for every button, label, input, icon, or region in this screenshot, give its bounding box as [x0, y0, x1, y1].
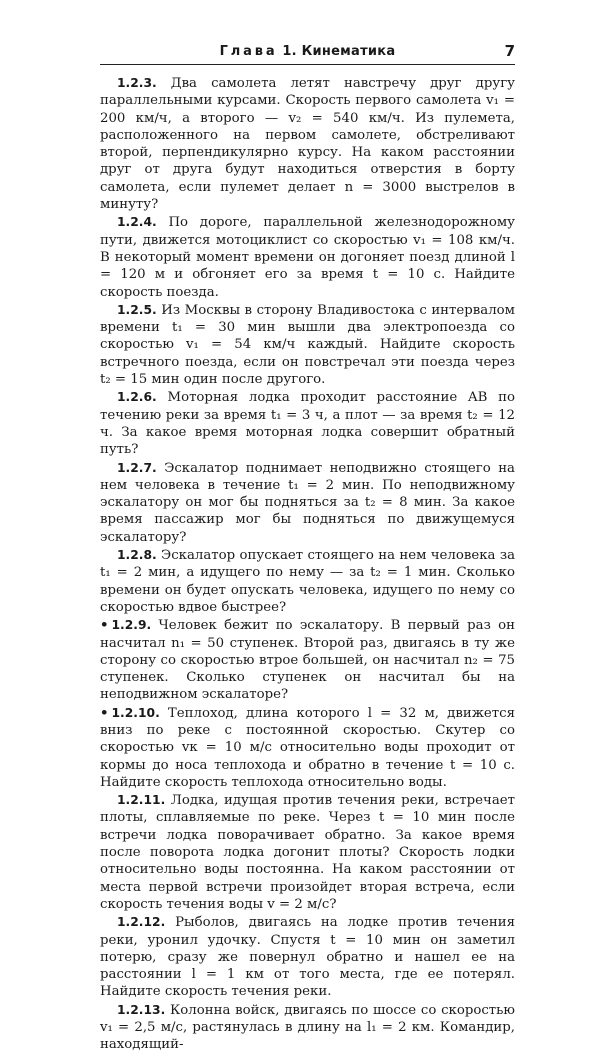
problem-1-2-3 — [100, 75, 515, 213]
problem-1-2-12 — [100, 914, 515, 1000]
problem-1-2-9 — [100, 617, 515, 703]
problem-text: Колонна войск, двигаясь по шоссе со скоростью v₁ = 2,5 м/с, растянулась в длину на l₁ = 2 км. Командир, находящий- — [100, 1002, 515, 1053]
problem-number: 1.2.6. — [117, 390, 157, 405]
problem-text: Эскалатор опускает стоящего на нем человека за t₁ = 2 мин, а идущего по нему — за t₂ = 1 мин. Сколько времени он будет опускать человека, идущего по нему со скоростью вдвое быстрее? — [100, 548, 516, 615]
problem-number: 1.2.3. — [117, 76, 157, 90]
chapter-header — [220, 44, 396, 59]
problem-number: 1.2.9. — [111, 618, 152, 633]
problem-1-2-4 — [100, 214, 515, 300]
problem-text: Моторная лодка проходит расстояние AB по течению реки за время t₁ = 3 ч, а плот — за время t₂ = 12 ч. За какое время моторная лодка совершит обратный путь? — [100, 390, 515, 458]
problem-text: Теплоход, длина которого l = 32 м, движется вниз по реке с постоянной скоростью. Скутер со скоростью vк = 10 м/с относительно воды проходит от кормы до носа теплохода и обратно в течение t = 10 с. Найдите скорость теплохода относительно воды. — [100, 705, 515, 790]
problem-1-2-5 — [100, 302, 515, 388]
problem-text: Лодка, идущая против течения реки, встречает плоты, сплавляемые по реке. Через t = 10 мин после встречи лодка поворачивает обратно. За какое время после поворота лодка догонит плоты? Скорость лодки относительно воды постоянна. На каком расстоянии от места первой встречи произойдет вторая встреча, если скорость течения воды v = 2 м/с? — [100, 793, 515, 912]
problem-1-2-13 — [100, 1002, 515, 1054]
problem-text: Рыболов, двигаясь на лодке против течения реки, уронил удочку. Спустя t = 10 мин он заметил потерю, сразу же повернул обратно и нашел ее на расстоянии l = 1 км от того места, где ее потерял. Найдите скорость течения реки. — [100, 915, 515, 1000]
problem-text: Из Москвы в сторону Владивостока с интервалом времени t₁ = 30 мин вышли два электропоезда со скоростью v₁ = 54 км/ч каждый. Найдите скорость встречного поезда, если он повстречал эти поезда через t₂ = 15 мин один после другого. — [100, 302, 515, 388]
problem-number: 1.2.7. — [117, 460, 157, 475]
page-number: 7 — [504, 42, 515, 60]
problem-number: 1.2.13. — [117, 1002, 166, 1017]
problem-1-2-10 — [100, 705, 515, 791]
difficulty-marker: • — [100, 705, 109, 721]
problem-number: 1.2.11. — [117, 793, 166, 808]
problem-1-2-11 — [100, 792, 515, 913]
problem-number: 1.2.10. — [111, 705, 160, 720]
problem-1-2-7 — [100, 460, 515, 546]
problem-text: Эскалатор поднимает неподвижно стоящего на нем человека в течение t₁ = 2 мин. По неподвижному эскалатору он мог бы подняться за t₂ = 8 мин. За какое время пассажир мог бы подняться по движущемуся эскалатору? — [100, 460, 515, 545]
textbook-page — [100, 38, 515, 1055]
problem-text: Два самолета летят навстречу друг другу параллельными курсами. Скорость первого самолета v₁ = 200 км/ч, а второго — v₂ = 540 км/ч. Из пулемета, расположенного на первом самолете, обстреливают второй, перпендикулярно курсу. На каком расстоянии друг от друга будут находиться отверстия в борту самолета, если пулемет делает n = 3000 выстрелов в минуту? — [100, 76, 515, 213]
problem-list — [100, 75, 515, 1054]
problem-number: 1.2.4. — [117, 215, 157, 230]
difficulty-marker: • — [100, 618, 109, 634]
problem-text: Человек бежит по эскалатору. В первый раз он насчитал n₁ = 50 ступенек. Второй раз, двигаясь в ту же сторону со скоростью втрое большей, он насчитал n₂ = 75 ступенек. Сколько ступенек он насчитал бы на неподвижном эскалаторе? — [100, 618, 515, 703]
problem-number: 1.2.12. — [117, 915, 166, 930]
problem-1-2-8 — [100, 547, 515, 616]
problem-number: 1.2.5. — [117, 302, 157, 317]
chapter-title: 1. Кинематика — [282, 44, 396, 59]
running-header — [100, 38, 515, 65]
problem-number: 1.2.8. — [117, 548, 157, 563]
problem-text: По дороге, параллельной железнодорожному пути, движется мотоциклист со скоростью v₁ = 108 км/ч. В некоторый момент времени он догоняет поезд длиной l = 120 м и обгоняет его за время t = 10 с. Найдите скорость поезда. — [100, 215, 515, 300]
problem-1-2-6 — [100, 389, 515, 458]
chapter-word: Глава — [219, 44, 278, 59]
